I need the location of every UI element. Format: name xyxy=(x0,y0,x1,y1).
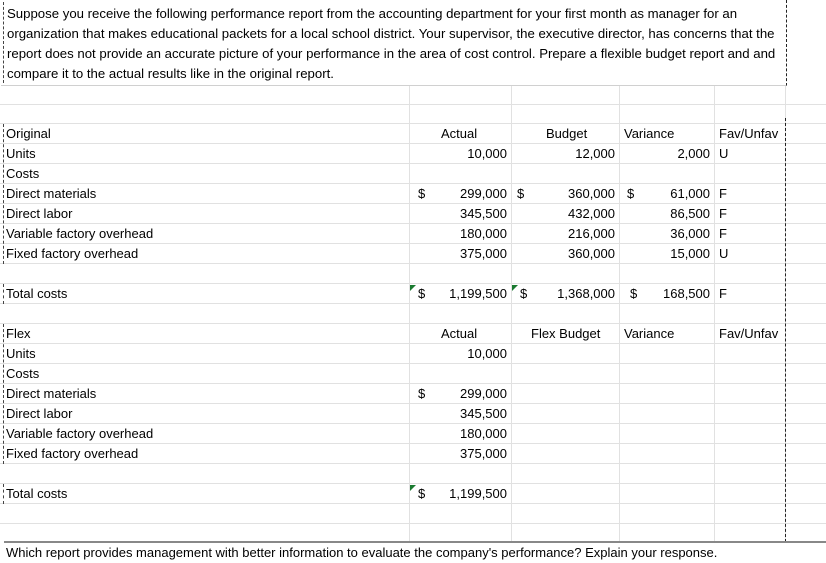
gridline xyxy=(0,503,826,504)
flex-label-box xyxy=(3,324,4,464)
currency-symbol: $ xyxy=(517,186,525,201)
flex-row-label[interactable]: Direct materials xyxy=(6,386,97,401)
original-header-fav[interactable]: Fav/Unfav xyxy=(719,126,779,141)
original-row-variance[interactable]: 61,000 xyxy=(670,186,710,201)
original-row-fav[interactable]: F xyxy=(719,226,727,241)
original-row-budget[interactable]: 360,000 xyxy=(568,246,615,261)
error-indicator-icon[interactable] xyxy=(512,285,518,291)
original-row-actual[interactable]: 299,000 xyxy=(460,186,507,201)
currency-symbol: $ xyxy=(630,286,638,301)
flex-header-budget[interactable]: Flex Budget xyxy=(531,326,601,341)
flex-row-label[interactable]: Direct labor xyxy=(6,406,73,421)
gridline xyxy=(0,383,826,384)
flex-total-box xyxy=(3,484,4,504)
text-box-border xyxy=(3,2,4,83)
original-row-label[interactable]: Direct materials xyxy=(6,186,97,201)
flex-row-label[interactable]: Fixed factory overhead xyxy=(6,446,139,461)
gridline xyxy=(0,523,826,524)
flex-row-label[interactable]: Variable factory overhead xyxy=(6,426,154,441)
original-row-variance[interactable]: 36,000 xyxy=(670,226,710,241)
original-total-box xyxy=(3,284,4,304)
original-units-fav[interactable]: U xyxy=(719,146,729,161)
problem-text: Suppose you receive the following performance report from the accounting department for your first month as manager for an organization that makes educational packets for a local school district. Your supervisor, the executive director, has concerns that the report does not provide an accurate picture of your performance in the area of cost control. Prepare a flexible budget report and and compare it to the actual results like in the original report. xyxy=(7,6,776,81)
flex-title[interactable]: Flex xyxy=(6,326,31,341)
original-units-actual[interactable]: 10,000 xyxy=(467,146,507,161)
currency-symbol: $ xyxy=(418,386,426,401)
currency-symbol: $ xyxy=(418,186,426,201)
original-label-box xyxy=(3,124,4,264)
original-units-variance[interactable]: 2,000 xyxy=(677,146,710,161)
original-total-label[interactable]: Total costs xyxy=(6,286,68,301)
original-total-fav[interactable]: F xyxy=(719,286,727,301)
original-row-label[interactable]: Direct labor xyxy=(6,206,73,221)
flex-row-actual[interactable]: 375,000 xyxy=(460,446,507,461)
original-row-fav[interactable]: F xyxy=(719,186,727,201)
flex-units-actual[interactable]: 10,000 xyxy=(467,346,507,361)
flex-total-label[interactable]: Total costs xyxy=(6,486,68,501)
original-units-budget[interactable]: 12,000 xyxy=(575,146,615,161)
flex-header-actual[interactable]: Actual xyxy=(441,326,478,341)
original-row-actual[interactable]: 345,500 xyxy=(460,206,507,221)
original-row-variance[interactable]: 15,000 xyxy=(670,246,710,261)
right-dashed-border xyxy=(785,118,786,562)
gridline xyxy=(0,483,826,484)
original-total-variance[interactable]: 168,500 xyxy=(663,286,710,301)
original-row-actual[interactable]: 375,000 xyxy=(460,246,507,261)
original-header-actual[interactable]: Actual xyxy=(441,126,478,141)
currency-symbol: $ xyxy=(418,486,426,501)
original-header-budget[interactable]: Budget xyxy=(546,126,588,141)
flex-header-fav[interactable]: Fav/Unfav xyxy=(719,326,779,341)
gridline xyxy=(0,104,826,105)
original-row-variance[interactable]: 86,500 xyxy=(670,206,710,221)
problem-text-box[interactable] xyxy=(1,0,787,86)
question-text-box[interactable] xyxy=(4,541,826,563)
gridline xyxy=(0,403,826,404)
gridline xyxy=(0,363,826,364)
question-text: Which report provides management with better information to evaluate the company's performance? Explain your response. xyxy=(6,545,718,560)
original-row-budget[interactable]: 432,000 xyxy=(568,206,615,221)
original-row-fav[interactable]: F xyxy=(719,206,727,221)
original-header-variance[interactable]: Variance xyxy=(624,126,675,141)
flex-total-actual[interactable]: 1,199,500 xyxy=(449,486,507,501)
currency-symbol: $ xyxy=(520,286,528,301)
original-row-label[interactable]: Fixed factory overhead xyxy=(6,246,139,261)
gridline xyxy=(0,343,826,344)
flex-costs-label[interactable]: Costs xyxy=(6,366,40,381)
flex-row-actual[interactable]: 299,000 xyxy=(460,386,507,401)
original-row-label[interactable]: Variable factory overhead xyxy=(6,226,154,241)
flex-header-variance[interactable]: Variance xyxy=(624,326,675,341)
original-units-label[interactable]: Units xyxy=(6,146,36,161)
flex-row-actual[interactable]: 345,500 xyxy=(460,406,507,421)
original-row-budget[interactable]: 216,000 xyxy=(568,226,615,241)
flex-row-actual[interactable]: 180,000 xyxy=(460,426,507,441)
gridline xyxy=(0,323,826,324)
original-row-fav[interactable]: U xyxy=(719,246,729,261)
currency-symbol: $ xyxy=(418,286,426,301)
original-row-actual[interactable]: 180,000 xyxy=(460,226,507,241)
gridline xyxy=(0,123,826,124)
original-row-budget[interactable]: 360,000 xyxy=(568,186,615,201)
original-total-actual[interactable]: 1,199,500 xyxy=(449,286,507,301)
flex-units-label[interactable]: Units xyxy=(6,346,36,361)
error-indicator-icon[interactable] xyxy=(410,285,416,291)
currency-symbol: $ xyxy=(627,186,635,201)
original-title[interactable]: Original xyxy=(6,126,51,141)
error-indicator-icon[interactable] xyxy=(410,485,416,491)
original-total-budget[interactable]: 1,368,000 xyxy=(557,286,615,301)
original-costs-label[interactable]: Costs xyxy=(6,166,40,181)
